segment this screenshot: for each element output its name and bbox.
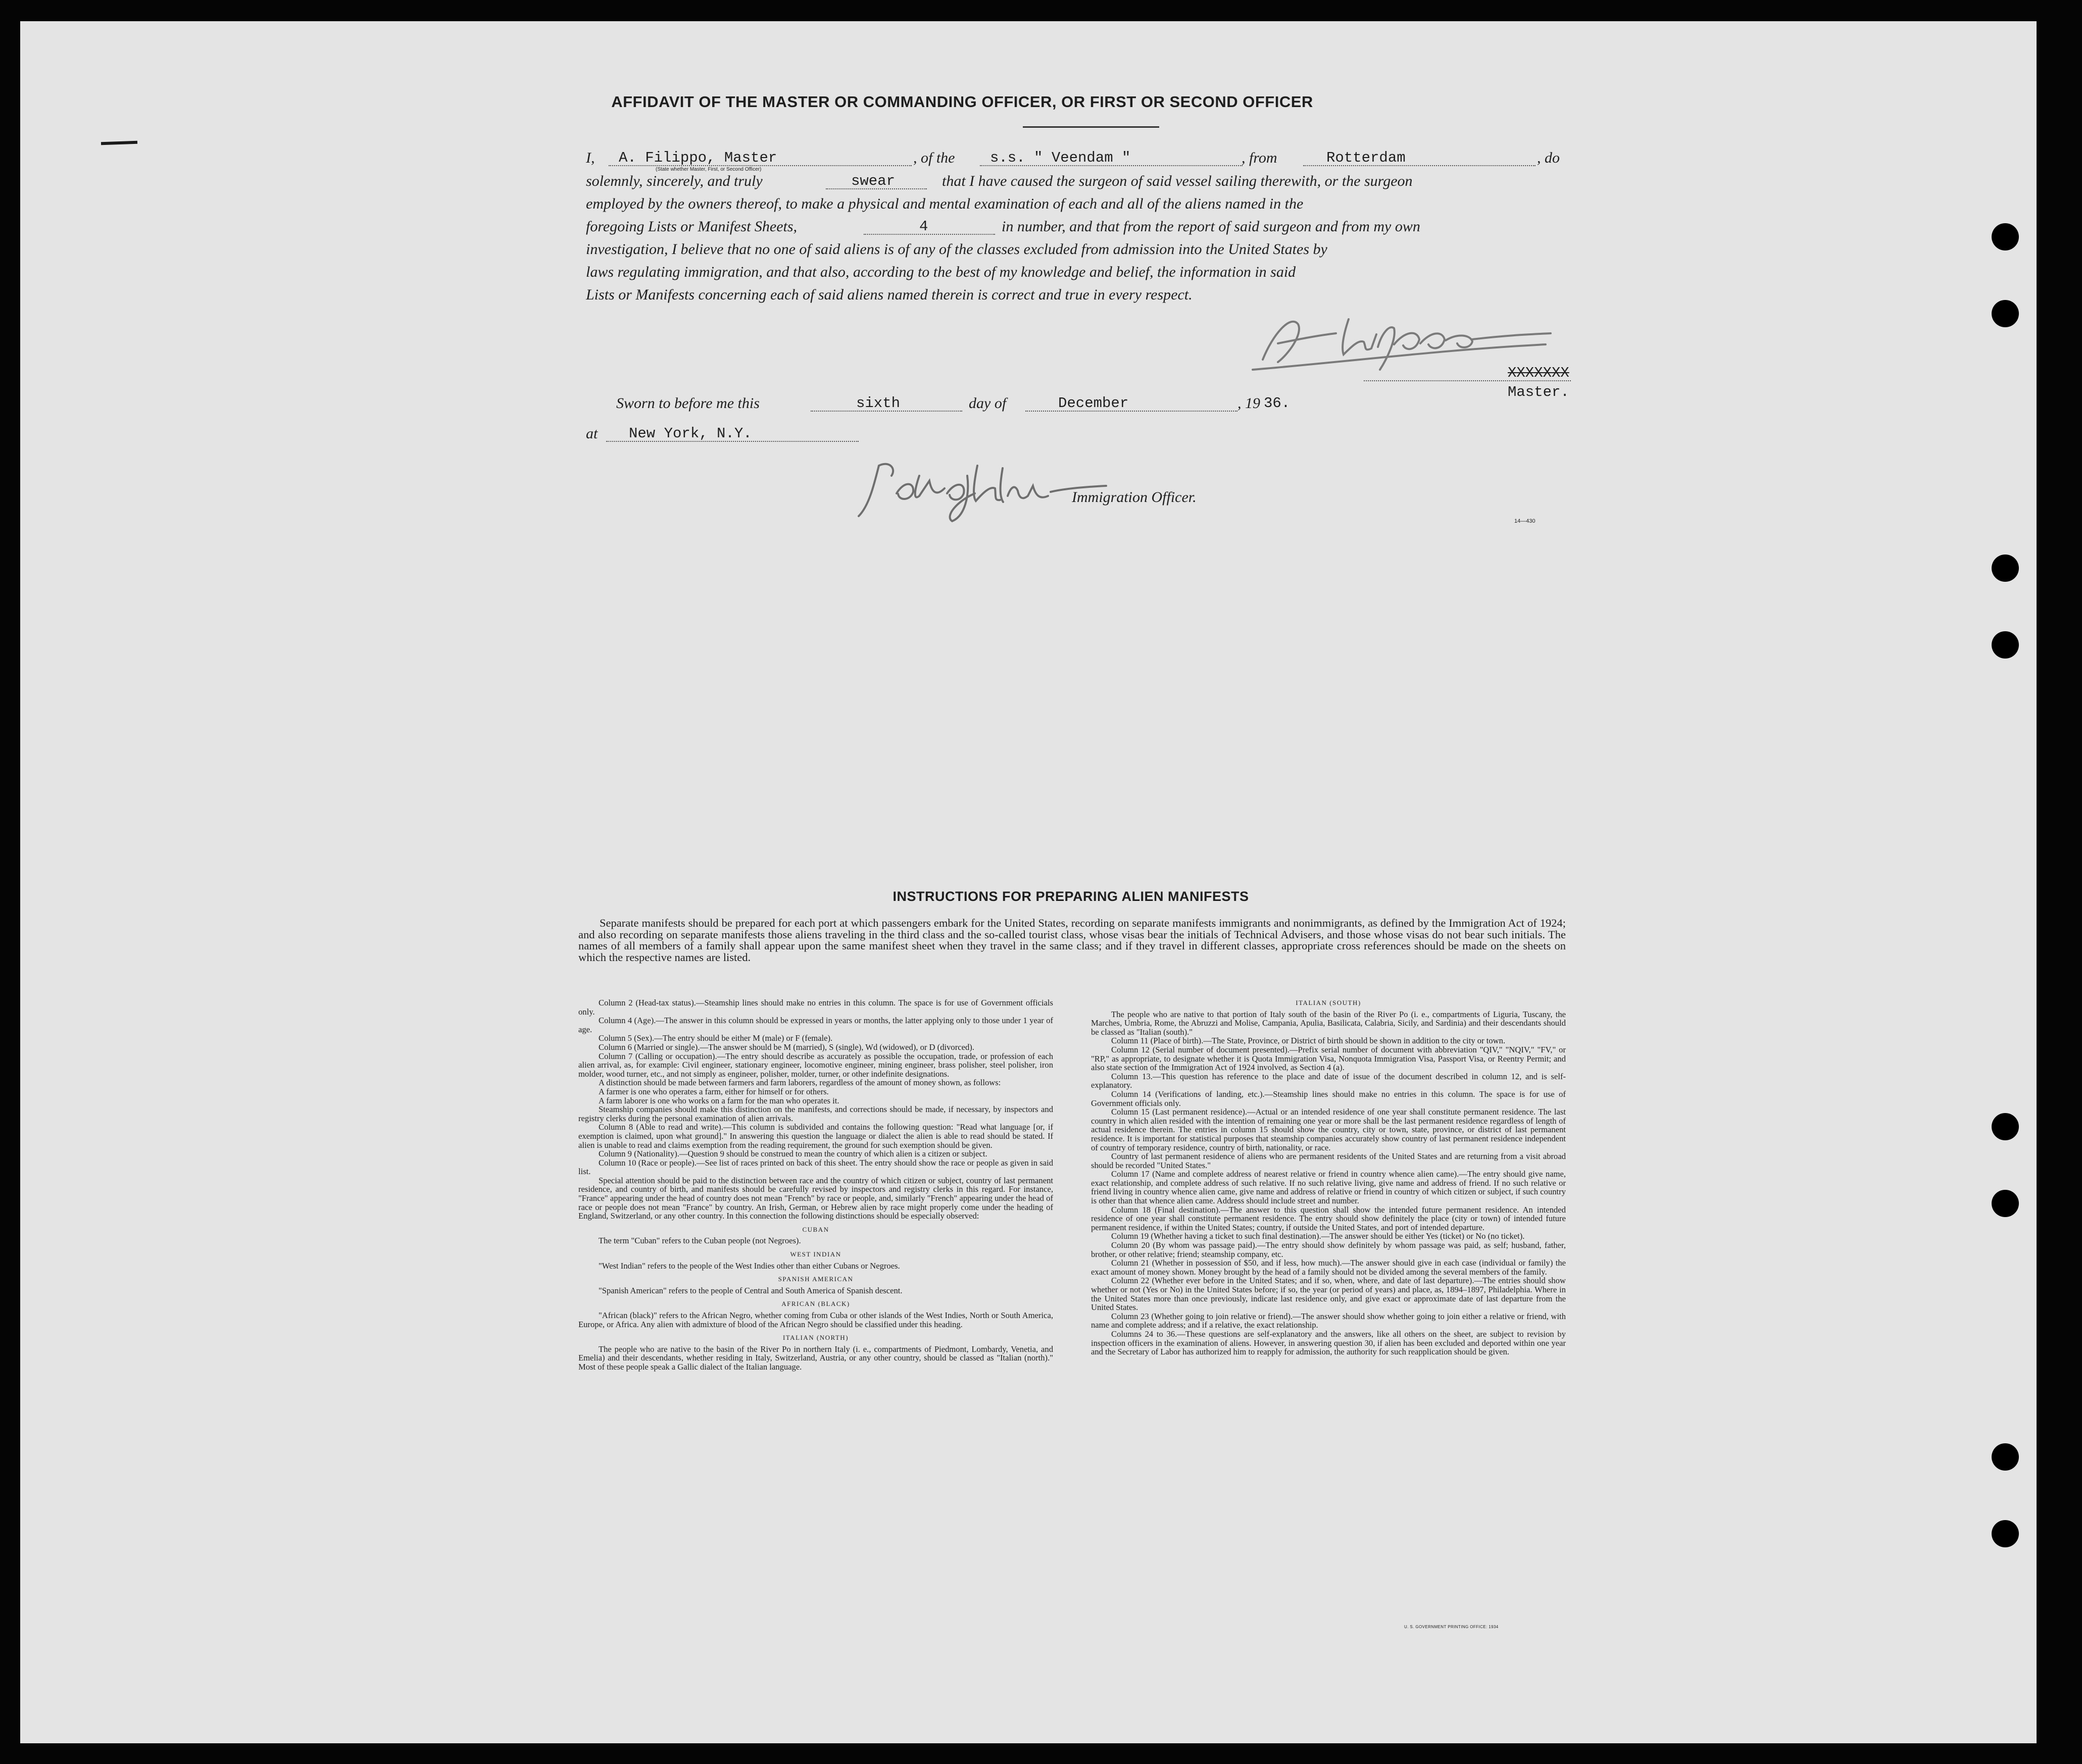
instruction-paragraph: Column 12 (Serial number of document presented).—Prefix serial number of document with abbreviation "QIV," "NQIV," "FV," or "RP," as appropriate, to designate whether it is Quota Immigration Visa, Nonquota Immigration Visa, Passport Visa, or Reentry Permit; and also state section of the Immigration Act of 1924 involved, as Section 4 (a). (1091, 1044, 1566, 1073)
section-heading-spanish-american: SPANISH AMERICAN (778, 1275, 854, 1283)
instructions-left-column (578, 998, 1053, 1372)
instruction-paragraph: "West Indian" refers to the people of the West Indies other than either Cubans or Negroes. (599, 1261, 900, 1271)
sworn-label: Sworn to before me this (616, 395, 760, 412)
instruction-paragraph: Column 5 (Sex).—The entry should be either M (male) or F (female). (599, 1033, 833, 1043)
instruction-paragraph: Steamship companies should make this distinction on the manifests, and corrections should be made, if necessary, by inspectors and registry clerks during the personal examination of alien arrivals. (578, 1104, 1053, 1123)
punch-hole (1992, 300, 2019, 327)
sheet-count-field-line (864, 234, 995, 235)
instruction-paragraph: Columns 24 to 36.—These questions are self-explanatory and the answers, like all others on the sheet, are subject to revision by inspection officers in the examination of aliens. However, in answering question 30, if alien has been excluded and deported within one year and the Secretary of Labor has authorized him to reapply for admission, the authority for such reapplication should be given. (1091, 1329, 1566, 1357)
instruction-paragraph: Country of last permanent residence of aliens who are permanent residents of the United States and are returning from a visit abroad should be recorded "United States." (1091, 1151, 1566, 1170)
sworn-day-value: sixth (856, 395, 901, 412)
printer-mark: U. S. GOVERNMENT PRINTING OFFICE: 1934 (1404, 1625, 1499, 1629)
section-heading-italian-south: ITALIAN (SOUTH) (1296, 999, 1361, 1006)
instruction-paragraph: A farmer is one who operates a farm, either for himself or for others. (599, 1086, 829, 1096)
punch-hole (1992, 631, 2019, 659)
instruction-paragraph: A distinction should be made between farmers and farm laborers, regardless of the amount of money shown, as follows: (599, 1078, 1001, 1088)
day-field-line (811, 411, 962, 412)
affidavit-line-7: Lists or Manifests concerning each of said aliens named therein is correct and true in every respect. (586, 286, 1193, 303)
of-the-label: , of the (913, 149, 955, 166)
affidavit-line-4b: in number, and that from the report of said surgeon and from my own (1002, 218, 1420, 235)
affidavit-line-6: laws regulating immigration, and that also, according to the best of my knowledge and belief, the information in said (586, 264, 1296, 280)
instruction-paragraph: A farm laborer is one who works on a farm for the man who operates it. (599, 1095, 839, 1105)
punch-hole (1992, 1190, 2019, 1217)
instruction-paragraph: The people who are native to that portion of Italy south of the basin of the River Po (i. e., compartments of Liguria, Tuscany, the Marches, Umbria, Rome, the Abruzzi and Molise, Campania, Apulia, Basilicata, Calabria, Sicily, and Sardinia) and their descendants should be classed as "Italian (south)." (1091, 1009, 1566, 1037)
instruction-paragraph: Column 9 (Nationality).—Question 9 should be construed to mean the country of which alien is a citizen or subject. (599, 1149, 987, 1159)
instruction-paragraph: Column 13.—This question has reference to the place and date of issue of the document described in column 12, and is self-explanatory. (1091, 1071, 1566, 1090)
punch-hole (1992, 223, 2019, 250)
oath-value: swear (851, 173, 896, 189)
ship-name-value: s.s. " Veendam " (990, 149, 1131, 166)
manifest-sheet (20, 21, 2037, 1743)
oath-field-line (826, 188, 927, 189)
affidavit-line-4a: foregoing Lists or Manifest Sheets, (586, 218, 798, 235)
sworn-month-value: December (1058, 395, 1129, 412)
instruction-paragraph: Column 11 (Place of birth).—The State, Province, or District of birth should be shown in addition to the city or town. (1111, 1036, 1506, 1046)
instruction-paragraph: Column 6 (Married or single).—The answer should be M (married), S (single), Wd (widowed), or D (divorced). (599, 1042, 974, 1052)
at-label: at (586, 425, 598, 442)
scan-artifact-mark (101, 141, 137, 145)
port-field-line (1303, 165, 1535, 166)
form-number: 14—430 (1514, 518, 1535, 524)
master-name-value: A. Filippo, Master (619, 149, 777, 166)
section-heading-italian-north: ITALIAN (NORTH) (782, 1334, 849, 1342)
affidavit-line-2a: solemnly, sincerely, and truly (586, 173, 763, 189)
from-label: , from (1242, 149, 1277, 166)
sworn-place-value: New York, N.Y. (629, 425, 752, 442)
struck-title-value: XXXXXXX (1508, 365, 1569, 381)
instruction-paragraph: The people who are native to the basin of the River Po in northern Italy (i. e., compartments of Piedmont, Lombardy, Venetia, and Emelia) and their descendants, whether residing in Italy, Switzerland, Austria, or any other country, should be classed as "Italian (north)." Most of these people speak a Gallic dialect of the Italian language. (578, 1344, 1053, 1372)
punch-hole (1992, 1520, 2019, 1547)
instruction-paragraph: Column 10 (Race or people).—See list of races printed on back of this sheet. The entry should show the race or people as given in said list. (578, 1157, 1053, 1177)
instruction-paragraph: Column 14 (Verifications of landing, etc.).—Steamship lines should make no entries in this column. The space is for use of Government officials only. (1091, 1089, 1566, 1108)
month-field-line (1025, 411, 1237, 412)
instruction-paragraph: Column 4 (Age).—The answer in this column should be expressed in years or months, the latter applying only to those under 1 year of age. (578, 1016, 1053, 1034)
instruction-paragraph: Column 7 (Calling or occupation).—The entry should describe as accurately as possible the occupation, trade, or profession of each alien arrival, as, for example: Civil engineer, stationary engineer, locomotive engineer, mining engineer, brass polisher, steel polisher, iron molder, wood turner, etc., and not simply as engineer, polisher, molder, turner, or other indefinite designations. (578, 1051, 1053, 1079)
immigration-officer-signature (849, 445, 1131, 526)
place-field-line (606, 441, 859, 442)
signer-title-value: Master. (1508, 384, 1569, 400)
instructions-intro: Separate manifests should be prepared for each port at which passengers embark for the United States, recording on separate manifests immigrants and nonimmigrants, as defined by the Immigration Act of 1924; and also recording on separate manifests those aliens traveling in the third class and the so-called tourist class, whose visas bear the initials of Technical Advisers, and those whose visas do not bear such initials. The names of all members of a family shall appear upon the same manifest sheet when they travel in the same class; and if they travel in different classes, appropriate cross references should be made on the sheets on which the respective names are listed. (578, 917, 1566, 964)
instruction-paragraph: Column 22 (Whether ever before in the United States; and if so, when, where, and date of last departure).—The entries should show whether or not (Yes or No) in the United States before; if so, the year (or period of years) and place, as, 1894–1897, Philadelphia. Where in the United States more than once previously, indicate last residence only, and give exact or approximate date of last departure from the United States. (1091, 1276, 1566, 1313)
affidavit-title: AFFIDAVIT OF THE MASTER OR COMMANDING OFFICER, OR FIRST OR SECOND OFFICER (611, 93, 1313, 111)
punch-hole (1992, 1113, 2019, 1140)
master-signature (1243, 304, 1556, 375)
instruction-paragraph: Column 21 (Whether in possession of $50, and if less, how much).—The answer should give in each case (individual or family) the exact amount of money shown. Money brought by the head of a family should not be divided among the several members of the family. (1091, 1258, 1566, 1277)
title-rule (1023, 126, 1159, 128)
immigration-officer-label: Immigration Officer. (1072, 489, 1197, 506)
affidavit-line-3: employed by the owners thereof, to make a physical and mental examination of each and all of the aliens named in the (586, 195, 1304, 212)
section-heading-west-indian: WEST INDIAN (790, 1250, 841, 1258)
punch-hole (1992, 555, 2019, 582)
section-heading-african: AFRICAN (BLACK) (781, 1300, 850, 1308)
instruction-paragraph: "Spanish American" refers to the people of Central and South America of Spanish descent. (599, 1285, 903, 1295)
instruction-paragraph: Column 18 (Final destination).—The answer to this question shall show the intended future permanent residence. An intended residence of one year shall constitute permanent residence. The entry should show definitely the place (city or town) of intended future permanent residence, if within the United States; country, if outside the United States, and port of intended departure. (1091, 1204, 1566, 1232)
instruction-paragraph: The term "Cuban" refers to the Cuban people (not Negroes). (599, 1236, 801, 1246)
instruction-paragraph: Column 23 (Whether going to join relative or friend).—The answer should show whether going to join either a relative or friend, with name and complete address; and if a relative, the exact relationship. (1091, 1311, 1566, 1330)
instructions-right-column (1091, 998, 1566, 1356)
punch-hole (1992, 1443, 2019, 1471)
do-label: , do (1537, 149, 1560, 166)
year-prefix: , 19 (1237, 395, 1260, 412)
name-field-line (609, 165, 912, 166)
ship-field-line (980, 165, 1243, 166)
instruction-paragraph: Column 19 (Whether having a ticket to such final destination).—The answer should be either Yes (ticket) or No (no ticket). (1111, 1231, 1525, 1241)
name-field-hint: (State whether Master, First, or Second Officer) (656, 167, 762, 172)
instruction-paragraph: Column 15 (Last permanent residence).—Actual or an intended residence of one year shall constitute permanent residence. The last country in which alien resided with the intention of remaining one year or more shall be the last permanent residence regardless of length of actual residence therein. The entries in column 15 should show the country, city or town, state, province, or district of last permanent residence. It is important for statistical purposes that steamship companies accurately show country of last permanent residence independent of country of temporary residence, country of birth, nationality, or race. (1091, 1107, 1566, 1152)
instructions-title: INSTRUCTIONS FOR PREPARING ALIEN MANIFESTS (893, 889, 1249, 904)
sheet-count-value: 4 (919, 218, 928, 235)
instruction-paragraph: Column 17 (Name and complete address of nearest relative or friend in country whence alien came).—The entry should give name, exact relationship, and complete address of such relative. If no such relative living, give name and address of friend. If no such relative or friend living in country whence alien came, give name and address of relative or friend in country of which citizen or subject, if such country is other than that whence alien came. Address should include street and number. (1091, 1169, 1566, 1206)
instruction-paragraph: Special attention should be paid to the distinction between race and the country of which citizen or subject, country of last permanent residence, and country of birth, and manifests should be carefully revised by inspectors and registry clerks in this regard. For instance, "France" appearing under the head of country does not mean "French" by race or people, and, similarly "French" appearing under the head of race or people does not mean "France" by country. An Irish, German, or Hebrew alien by race might properly come under the heading of England, Switzerland, or any other country. In this connection the following distinctions should be especially observed: (578, 1175, 1053, 1221)
i-label: I, (586, 149, 595, 166)
affidavit-line-2b: that I have caused the surgeon of said vessel sailing therewith, or the surgeon (942, 173, 1413, 189)
instruction-paragraph: "African (black)" refers to the African Negro, whether coming from Cuba or other islands of the West Indies, North or South America, Europe, or Africa. Any alien with admixture of blood of the African Negro should be classified under this heading. (578, 1311, 1053, 1329)
affidavit-line-5: investigation, I believe that no one of said aliens is of any of the classes excluded from admission into the United States by (586, 241, 1327, 258)
section-heading-cuban: CUBAN (802, 1225, 829, 1233)
year-value: 36. (1264, 395, 1291, 412)
instruction-paragraph: Column 8 (Able to read and write).—This column is subdivided and contains the following question: "Read what language [or, if exemption is claimed, upon what ground]." In answering this question the language or dialect the alien is able to read should be stated. If alien is unable to read and claims exemption from the reading requirement, the ground for such exemption should be given. (578, 1122, 1053, 1150)
instruction-paragraph: Column 20 (By whom was passage paid).—The entry should show definitely by whom passage was paid, as self; husband, father, brother, or other relative; friend; steamship company, etc. (1091, 1240, 1566, 1259)
instruction-paragraph: Column 2 (Head-tax status).—Steamship lines should make no entries in this column. The space is for use of Government officials only. (578, 998, 1053, 1017)
departure-port-value: Rotterdam (1326, 149, 1406, 166)
day-of-label: day of (969, 395, 1007, 412)
